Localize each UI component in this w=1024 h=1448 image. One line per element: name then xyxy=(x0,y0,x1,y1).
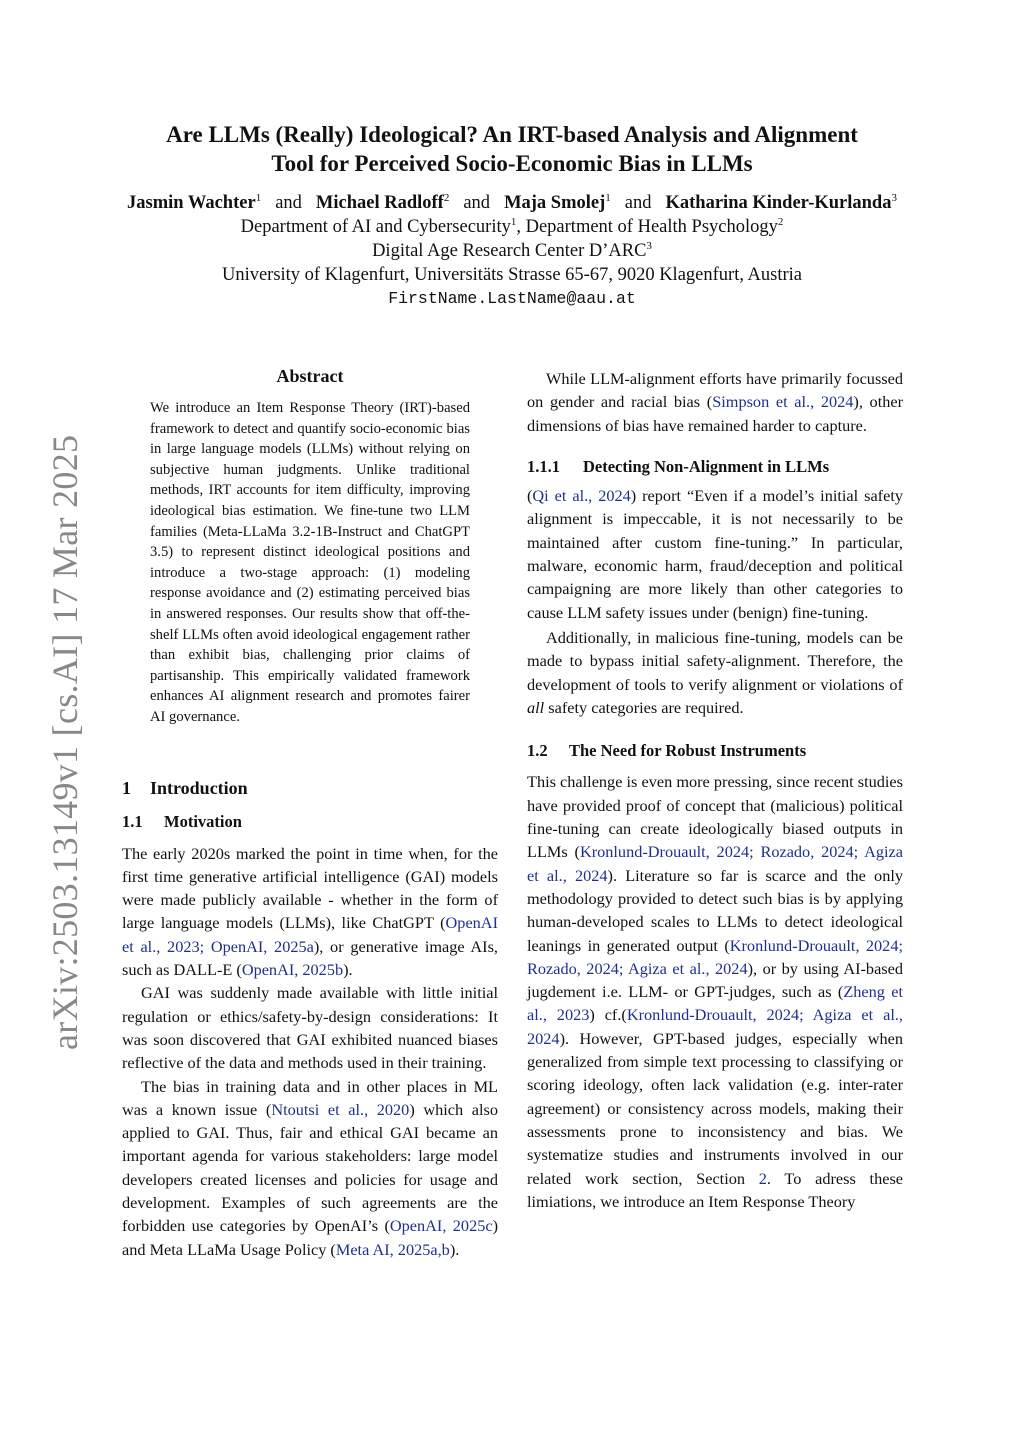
rp4-text-e: ). However, GPT-based judges, especially when generalized from simple text processing to classifying or scoring ideology, often lack validation (e.g. inter-rater agreement) or consistency across models, making their assessments prone to inconsistency and bias. We systematize studies and instruments involved in our related work section, Section xyxy=(527,1028,903,1188)
right-paragraph-2: (Qi et al., 2024) report “Even if a model’s initial safety alignment is impeccable, it is not necessarily to be maintained after custom fine-tuning.” In particular, malware, economic harm, fraud/deception and political campaigning are more likely than other categories to cause LLM safety issues under (benign) fine-tuning. xyxy=(527,486,903,622)
section-1-1-heading xyxy=(122,810,498,833)
rp1-text-a: While LLM-alignment efforts have primarily focussed on gender and racial bias ( xyxy=(527,369,903,412)
section-1-2-title: The Need for Robust Instruments xyxy=(569,741,807,761)
lp1-text-end: ). xyxy=(343,960,353,980)
and-2: and xyxy=(463,193,491,213)
section-reference-link[interactable]: 2 xyxy=(758,1168,767,1188)
affiliation-1a-sup: 1 xyxy=(510,216,517,228)
citation-link[interactable]: OpenAI et al., 2023; OpenAI, 2025a xyxy=(122,913,498,956)
author-1-sup: 1 xyxy=(255,192,262,204)
rp3-text-a: Additionally, in malicious fine-tuning, models can be made to bypass initial safety-alignment. Therefore, the development of tools to verify alignment or violations of xyxy=(527,627,903,694)
affiliation-1 xyxy=(0,215,1024,239)
section-1-number: 1 xyxy=(122,778,131,798)
author-4-sup: 3 xyxy=(891,192,897,204)
left-paragraph-2: GAI was suddenly made available with little initial regulation or ethics/safety-by-design considerations: It was soon discovered that GAI exhibited nuanced biases reflective of the data and methods used in their training. xyxy=(122,983,498,1073)
citation-link[interactable]: Qi et al., 2024 xyxy=(532,486,631,506)
rp4-text-b: ). Literature so far is scarce and the only methodology provided to detect such bias is by applying human-developed scales to LLMs to detect ideological leanings in generated output ( xyxy=(527,865,903,955)
author-1: Jasmin Wachter xyxy=(127,193,256,213)
lp3-text-a: The bias in training data and in other places in ML was a known issue ( xyxy=(122,1076,498,1119)
rp1-text-b: ), other dimensions of bias have remained harder to capture. xyxy=(527,392,904,435)
affiliation-2 xyxy=(0,239,1024,263)
rp4-text-f: . To adress these limiations, we introduce an Item Response Theory xyxy=(527,1168,904,1211)
lp3-text-b: ) which also applied to GAI. Thus, fair and ethical GAI became an important agenda for various stakeholders: large model developers created licenses and policies for usage and development. Examples of such agreements are the forbidden use categories by OpenAI’s ( xyxy=(122,1099,498,1236)
affiliation-2-sup: 3 xyxy=(646,240,652,252)
citation-link[interactable]: Zheng et al., 2023 xyxy=(527,982,903,1025)
author-2-sup: 2 xyxy=(443,192,450,204)
left-column xyxy=(122,777,498,1261)
author-block xyxy=(0,191,1024,311)
right-paragraph-4 xyxy=(527,770,903,1213)
right-paragraph-1 xyxy=(527,367,903,437)
left-paragraph-3 xyxy=(122,1075,498,1261)
and-3: and xyxy=(624,193,652,213)
citation-link[interactable]: Ntoutsi et al., 2020 xyxy=(271,1099,410,1119)
rp4-text-c: ), or by using AI-based jugdement i.e. LLM- or GPT-judges, such as ( xyxy=(527,958,904,1002)
author-2: Michael Radloff xyxy=(315,193,444,213)
section-1-1-1-heading xyxy=(527,455,903,478)
title-line-2: Tool for Perceived Socio-Economic Bias in LLMs xyxy=(271,151,753,176)
rp2-text: ) report “Even if a model’s initial safety alignment is impeccable, it is not necessarily to be maintained after custom fine-tuning.” In particular, malware, economic harm, fraud/deception and political campaigning are more likely than other categories to cause LLM safety issues under (benign) fine-tuning. xyxy=(527,486,903,622)
affiliation-1a: Department of AI and Cybersecurity xyxy=(240,217,511,237)
citation-link[interactable]: Kronlund-Drouault, 2024; Rozado, 2024; Agiza et al., 2024 xyxy=(527,842,903,885)
paper-title xyxy=(0,120,1024,178)
arxiv-stamp: arXiv:2503.13149v1 [cs.AI] 17 Mar 2025 xyxy=(45,434,85,1050)
affiliation-1b: , Department of Health Psychology xyxy=(516,217,778,237)
right-paragraph-3 xyxy=(527,626,903,719)
rp3-emphasis: all xyxy=(527,697,545,717)
author-3: Maja Smolej xyxy=(504,193,606,213)
citation-link[interactable]: OpenAI, 2025c xyxy=(389,1216,493,1236)
section-1-2-heading xyxy=(527,739,903,762)
lp1-text-a: The early 2020s marked the point in time when, for the first time generative artificial intelligence (GAI) models were made publicly available - whether in the form of large language models (LLMs), like ChatGPT ( xyxy=(122,843,498,933)
and-1: and xyxy=(275,193,302,213)
section-1-heading xyxy=(122,777,498,800)
citation-link[interactable]: Kronlund-Drouault, 2024; Agiza et al., 2024 xyxy=(527,1005,903,1048)
rp3-text-b: safety categories are required. xyxy=(544,697,744,717)
affiliation-3: University of Klagenfurt, Universitäts Strasse 65-67, 9020 Klagenfurt, Austria xyxy=(221,265,803,285)
right-column xyxy=(527,367,903,1213)
abstract-text: We introduce an Item Response Theory (IRT)-based framework to detect and quantify socio-economic bias in large language models (LLMs) without relying on subjective human judgments. Unlike traditional methods, IRT accounts for item difficulty, improving ideological bias estimation. We fine-tune two LLM families (Meta-LLaMa 3.2-1B-Instruct and ChatGPT 3.5) to represent distinct ideological positions and introduce a two-stage approach: (1) modeling response avoidance and (2) estimating perceived bias in answered responses. Our results show that off-the-shelf LLMs often avoid ideological engagement rather than exhibit bias, challenging prior claims of partisanship. This empirically validated framework enhances AI alignment research and promotes fairer AI governance. xyxy=(150,400,470,725)
lp1-text-b: ), or generative image AIs, such as DALL-E ( xyxy=(122,936,498,980)
section-1-1-title: Motivation xyxy=(164,812,242,832)
rp4-text-a: This challenge is even more pressing, since recent studies have provided proof of concept that (malicious) political fine-tuning can create ideologically biased outputs in LLMs ( xyxy=(527,772,903,862)
section-1-1-1-number: 1.1.1 xyxy=(527,456,560,476)
citation-link[interactable]: Kronlund-Drouault, 2024; Rozado, 2024; Agiza et al., 2024 xyxy=(527,935,903,978)
abstract-heading: Abstract xyxy=(276,366,344,386)
affiliation-1b-sup: 2 xyxy=(777,216,784,228)
section-1-1-1-title: Detecting Non-Alignment in LLMs xyxy=(583,456,830,476)
lp3-text-end: ). xyxy=(449,1239,460,1259)
citation-link[interactable]: Meta AI, 2025a,b xyxy=(335,1239,450,1259)
citation-link[interactable]: OpenAI, 2025b xyxy=(241,960,344,980)
affiliation-2-text: Digital Age Research Center D’ARC xyxy=(372,241,647,261)
section-1-2-number: 1.2 xyxy=(527,741,548,761)
author-4: Katharina Kinder-Kurlanda xyxy=(665,193,892,213)
rp4-text-d: ) cf.( xyxy=(589,1005,627,1025)
section-1-title: Introduction xyxy=(150,778,248,798)
left-paragraph-1 xyxy=(122,842,498,982)
author-email: FirstName.LastName@aau.at xyxy=(388,289,636,308)
lp3-text-c: ) and Meta LLaMa Usage Policy ( xyxy=(122,1216,498,1259)
title-line-1: Are LLMs (Really) Ideological? An IRT-based Analysis and Alignment xyxy=(166,122,858,147)
citation-link[interactable]: Simpson et al., 2024 xyxy=(712,392,854,412)
author-names xyxy=(0,191,1024,215)
author-3-sup: 1 xyxy=(605,192,611,204)
section-1-1-number: 1.1 xyxy=(122,812,143,832)
